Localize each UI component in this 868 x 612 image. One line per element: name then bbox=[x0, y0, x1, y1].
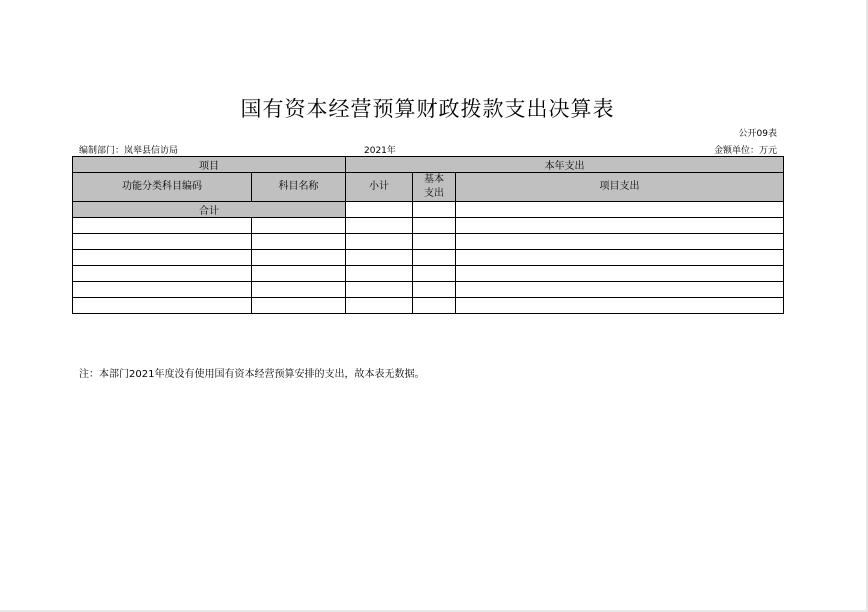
table-cell bbox=[73, 234, 252, 250]
column-header-basic bbox=[413, 173, 456, 202]
form-number: 公开09表 bbox=[738, 129, 777, 139]
table-cell bbox=[346, 282, 413, 298]
table-cell bbox=[346, 266, 413, 282]
column-header-row bbox=[73, 173, 784, 202]
current-year-group-header: 本年支出 bbox=[346, 157, 784, 173]
amount-unit: 金额单位：万元 bbox=[713, 146, 777, 156]
table-cell bbox=[456, 218, 784, 234]
table-cell bbox=[73, 218, 252, 234]
table-cell bbox=[252, 298, 346, 314]
footnote: 注：本部门2021年度没有使用国有资本经营预算安排的支出，故本表无数据。 bbox=[79, 369, 425, 380]
expenditure-table bbox=[72, 156, 784, 314]
table-row bbox=[73, 218, 784, 234]
table-row bbox=[73, 234, 784, 250]
column-header-basic-line2: 支出 bbox=[424, 188, 444, 199]
total-subtotal-cell bbox=[346, 202, 413, 218]
table-cell bbox=[413, 250, 456, 266]
total-label: 合计 bbox=[73, 202, 346, 218]
table-cell bbox=[346, 218, 413, 234]
table-cell bbox=[346, 234, 413, 250]
project-group-header: 项目 bbox=[73, 157, 346, 173]
column-header-code: 功能分类科目编码 bbox=[73, 173, 252, 202]
column-header-name: 科目名称 bbox=[252, 173, 346, 202]
compiling-department: 编制部门：岚皋县信访局 bbox=[79, 146, 179, 156]
table-cell bbox=[73, 250, 252, 266]
table-cell bbox=[252, 266, 346, 282]
table-cell bbox=[252, 282, 346, 298]
column-header-project: 项目支出 bbox=[456, 173, 784, 202]
table-cell bbox=[346, 250, 413, 266]
table-cell bbox=[456, 282, 784, 298]
table-cell bbox=[252, 218, 346, 234]
total-basic-cell bbox=[413, 202, 456, 218]
table-row bbox=[73, 250, 784, 266]
column-header-subtotal: 小计 bbox=[346, 173, 413, 202]
table-cell bbox=[252, 234, 346, 250]
table-cell bbox=[346, 298, 413, 314]
table-cell bbox=[413, 282, 456, 298]
group-header-row bbox=[73, 157, 784, 173]
table-cell bbox=[252, 250, 346, 266]
total-project-cell bbox=[456, 202, 784, 218]
table-row bbox=[73, 266, 784, 282]
table-cell bbox=[413, 218, 456, 234]
column-header-basic-line1: 基本 bbox=[424, 174, 444, 185]
table-cell bbox=[456, 250, 784, 266]
document-title: 国有资本经营预算财政拨款支出决算表 bbox=[240, 97, 615, 121]
total-row bbox=[73, 202, 784, 218]
table-cell bbox=[73, 298, 252, 314]
table-cell bbox=[73, 282, 252, 298]
table-row bbox=[73, 282, 784, 298]
report-year: 2021年 bbox=[364, 146, 396, 156]
table-cell bbox=[73, 266, 252, 282]
table-cell bbox=[413, 298, 456, 314]
table-row bbox=[73, 298, 784, 314]
table-cell bbox=[456, 266, 784, 282]
data-rows bbox=[73, 218, 784, 314]
table-cell bbox=[456, 234, 784, 250]
table-cell bbox=[456, 298, 784, 314]
table-cell bbox=[413, 234, 456, 250]
table-cell bbox=[413, 266, 456, 282]
